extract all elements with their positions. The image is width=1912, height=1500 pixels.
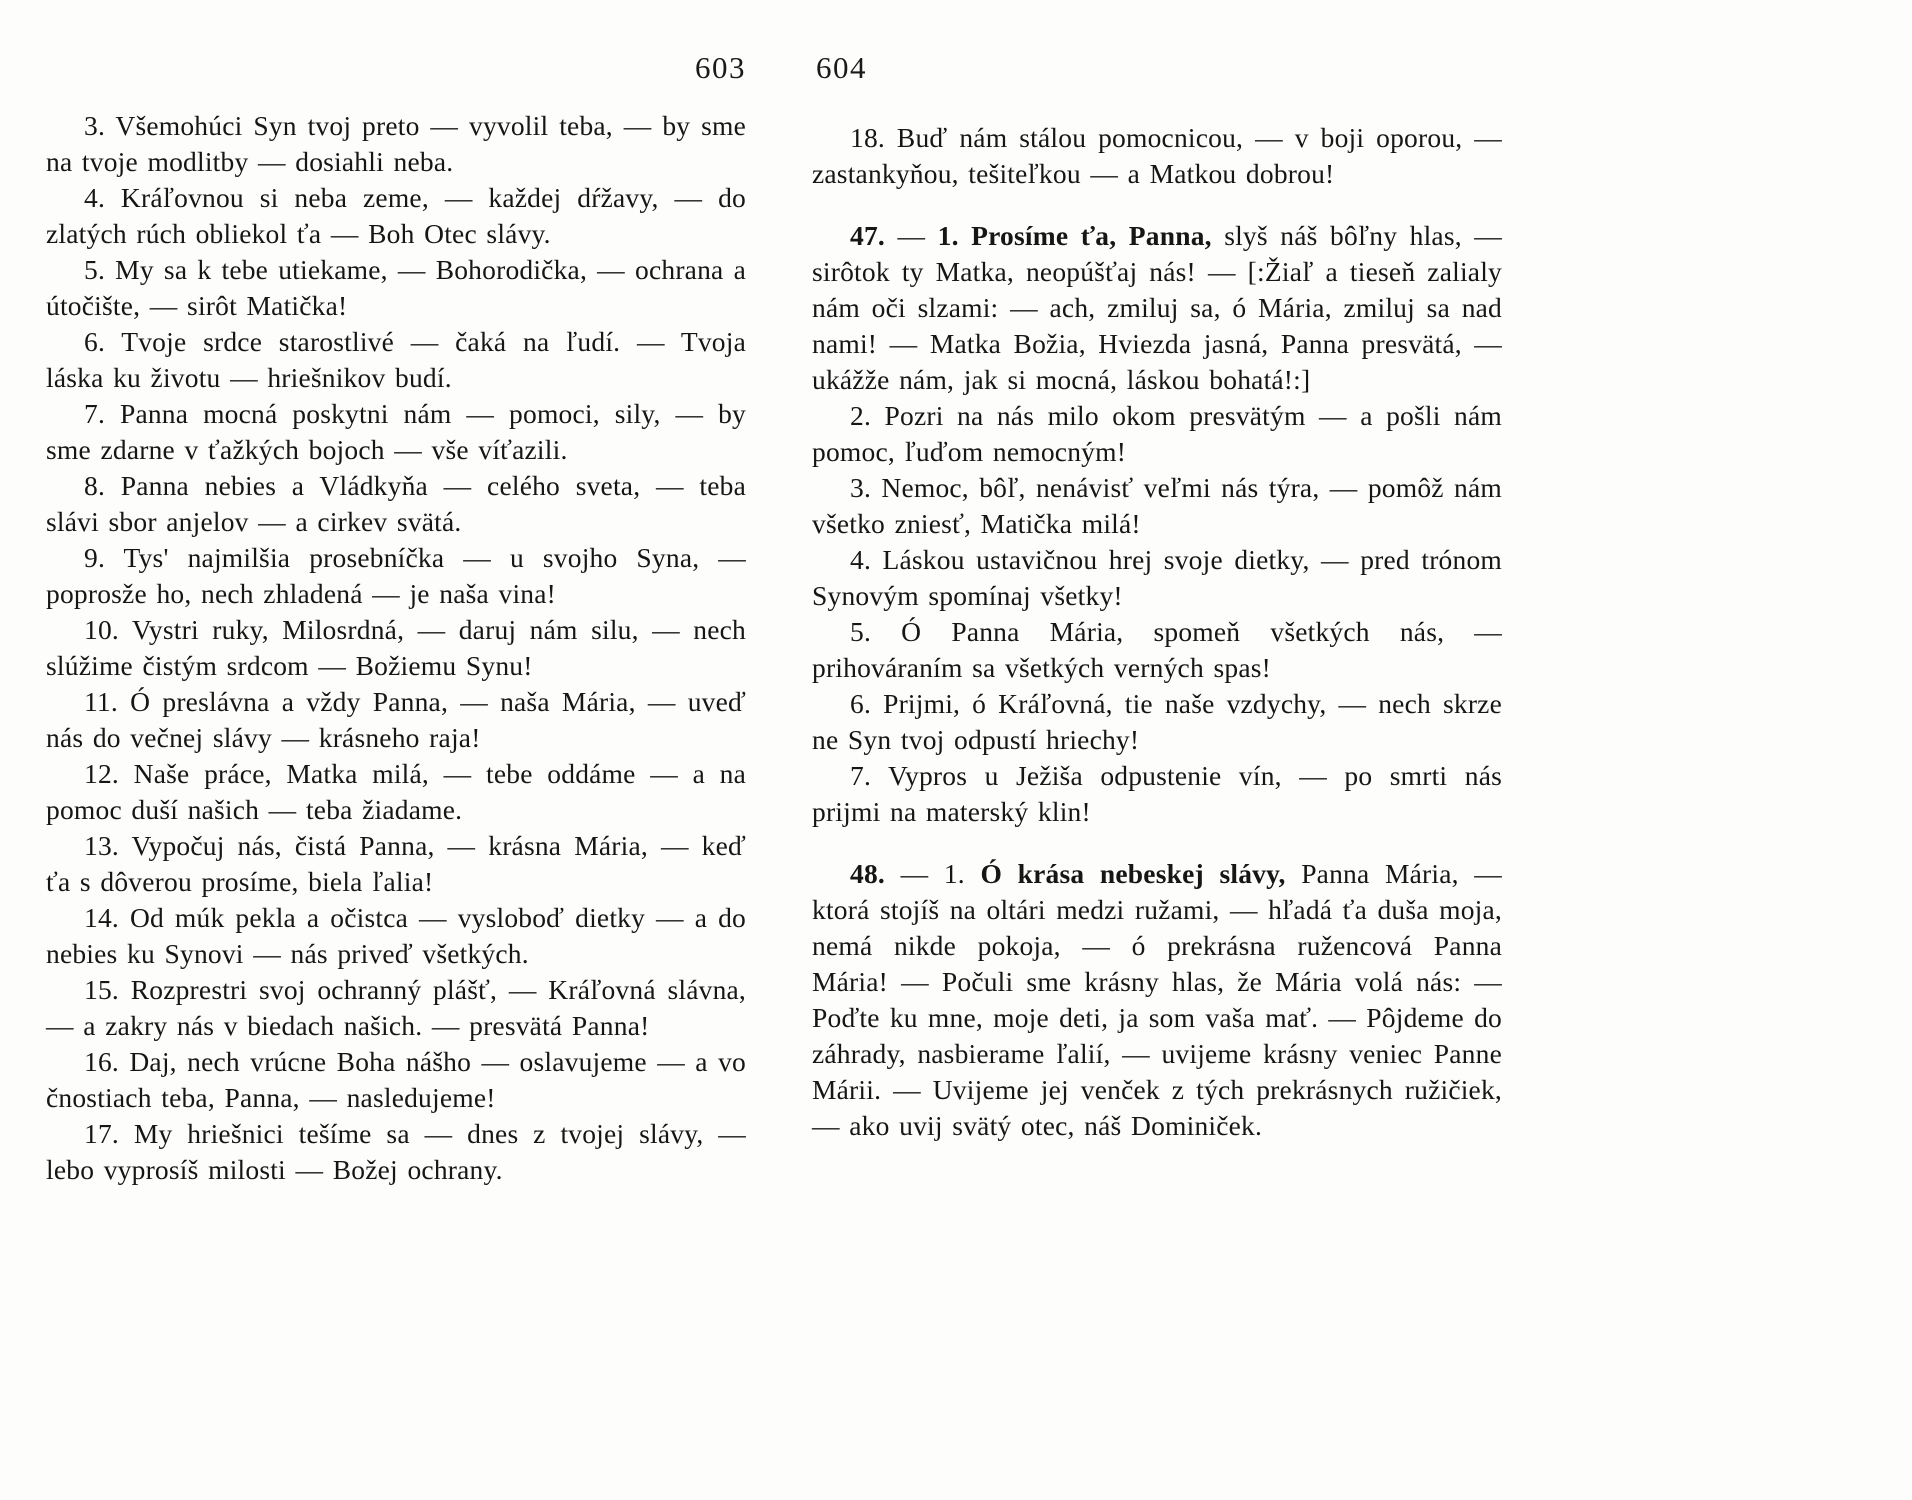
left-column bbox=[46, 108, 746, 1188]
verse-paragraph: 11. Ó preslávna a vždy Panna, — naša Mária, — uveď nás do večnej slávy — krásneho raja! bbox=[46, 686, 746, 753]
verse-paragraph: 12. Naše práce, Matka milá, — tebe oddáme — a na pomoc duší našich — teba žiadame. bbox=[46, 758, 746, 825]
verse-paragraph: 8. Panna nebies a Vládkyňa — celého sveta, — teba slávi sbor anjelov — a cirkev svätá. bbox=[46, 470, 746, 537]
verse-paragraph: 16. Daj, nech vrúcne Boha nášho — oslavujeme — a vo čnostiach teba, Panna, — nasledujeme! bbox=[46, 1046, 746, 1113]
verse-paragraph: 6. Prijmi, ó Kráľovná, tie naše vzdychy, — nech skrze ne Syn tvoj odpustí hriechy! bbox=[812, 688, 1502, 755]
right-column bbox=[812, 108, 1502, 1188]
verse-paragraph: 6. Tvoje srdce starostlivé — čaká na ľudí. — Tvoja láska ku životu — hriešnikov budí. bbox=[46, 326, 746, 393]
page-header bbox=[46, 50, 1912, 86]
verse-paragraph: 14. Od múk pekla a očistca — vysloboď dietky — a do nebies ku Synovi — nás priveď všetkých. bbox=[46, 902, 746, 969]
verse-paragraph: 9. Tys' najmilšia prosebníčka — u svojho Syna, — poprosže ho, nech zhladená — je naša vina! bbox=[46, 542, 746, 609]
verse-paragraph: 15. Rozprestri svoj ochranný plášť, — Kráľovná slávna, — a zakry nás v biedach našich. — presvätá Panna! bbox=[46, 974, 746, 1041]
verse-paragraph: 17. My hriešnici tešíme sa — dnes z tvojej slávy, — lebo vyprosíš milosti — Božej ochrany. bbox=[46, 1118, 746, 1185]
verse-paragraph: 7. Panna mocná poskytni nám — pomoci, sily, — by sme zdarne v ťažkých bojoch — vše víťazili. bbox=[46, 398, 746, 465]
page-number-left: 603 bbox=[695, 50, 746, 85]
verse-paragraph: 2. Pozri na nás milo okom presvätým — a pošli nám pomoc, ľuďom nemocným! bbox=[812, 400, 1502, 467]
verse-paragraph: 4. Kráľovnou si neba zeme, — každej dŕžavy, — do zlatých rúch obliekol ťa — Boh Otec slávy. bbox=[46, 182, 746, 249]
hymn-heading-paragraph: 47. — 1. Prosíme ťa, Panna, slyš náš bôľny hlas, — sirôtok ty Matka, neopúšťaj nás! — [:Žiaľ a tieseň zalialy nám oči slzami: — ach, zmiluj sa, ó Mária, zmiluj sa nad nami! — Matka Božia, Hviezda jasná, Panna presvätá, — ukážže nám, jak si mocná, láskou bohatá!:] bbox=[812, 220, 1502, 395]
verse-paragraph: 7. Vypros u Ježiša odpustenie vín, — po smrti nás prijmi na materský klin! bbox=[812, 760, 1502, 827]
text-columns bbox=[46, 108, 1912, 1188]
verse-paragraph: 10. Vystri ruky, Milosrdná, — daruj nám silu, — nech slúžime čistým srdcom — Božiemu Synu! bbox=[46, 614, 746, 681]
verse-paragraph: 5. My sa k tebe utiekame, — Bohorodička, — ochrana a útočište, — sirôt Matička! bbox=[46, 254, 746, 321]
page-number-right: 604 bbox=[816, 50, 867, 85]
hymn-heading-paragraph: 48. — 1. Ó krása nebeskej slávy, Panna Mária, — ktorá stojíš na oltári medzi ružami, — hľadá ťa duša moja, nemá nikde pokoja, — ó prekrásna ružencová Panna Mária! — Počuli sme krásny hlas, že Mária volá nás: — Poďte ku mne, moje deti, ja som vaša mať. — Pôjdeme do záhrady, nasbierame ľalií, — uvijeme krásny veniec Panne Márii. — Uvijeme jej venček z tých prekrásnych ružičiek, — ako uvij svätý otec, náš Dominiček. bbox=[812, 858, 1502, 1141]
verse-paragraph: 3. Všemohúci Syn tvoj preto — vyvolil teba, — by sme na tvoje modlitby — dosiahli neba. bbox=[46, 110, 746, 177]
verse-paragraph: 18. Buď nám stálou pomocnicou, — v boji oporou, — zastankyňou, tešiteľkou — a Matkou dobrou! bbox=[812, 122, 1502, 189]
verse-paragraph: 4. Láskou ustavičnou hrej svoje dietky, — pred trónom Synovým spomínaj všetky! bbox=[812, 544, 1502, 611]
verse-paragraph: 3. Nemoc, bôľ, nenávisť veľmi nás týra, — pomôž nám všetko zniesť, Matička milá! bbox=[812, 472, 1502, 539]
verse-paragraph: 13. Vypočuj nás, čistá Panna, — krásna Mária, — keď ťa s dôverou prosíme, biela ľalia! bbox=[46, 830, 746, 897]
verse-paragraph: 5. Ó Panna Mária, spomeň všetkých nás, — prihováraním sa všetkých verných spas! bbox=[812, 616, 1502, 683]
